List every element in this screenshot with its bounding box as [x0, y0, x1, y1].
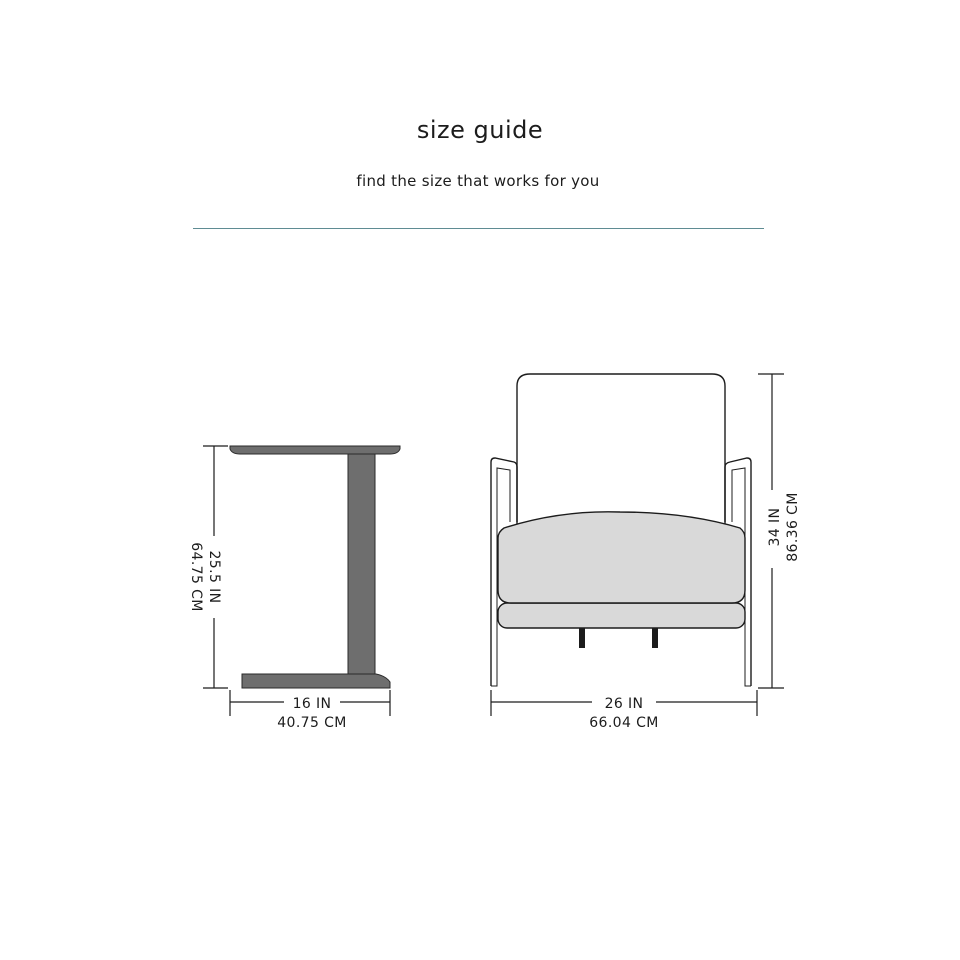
armchair-seat-cushion [498, 512, 745, 603]
armchair-leg-right [652, 627, 658, 648]
armchair-height-in-label: 34 IN [767, 507, 783, 547]
armchair-illustration [491, 374, 751, 686]
side-table-width-cm-label: 40.75 CM [277, 715, 347, 731]
side-table-illustration [230, 446, 400, 688]
side-table-top [230, 446, 400, 454]
armchair-base-cushion [498, 603, 745, 628]
page-title: size guide [416, 116, 544, 144]
side-table-column [348, 454, 375, 674]
side-table-base [242, 674, 390, 688]
armchair-height-cm-label: 86.36 CM [785, 492, 801, 562]
armchair-leg-left [579, 627, 585, 648]
side-table-height-cm-label: 64.75 CM [188, 542, 204, 612]
page-subtitle: find the size that works for you [356, 172, 600, 190]
armchair-backrest [517, 374, 725, 530]
armchair-width-cm-label: 66.04 CM [589, 715, 659, 731]
side-table-height-in-label: 25.5 IN [206, 550, 222, 604]
armchair-width-in-label: 26 IN [604, 696, 644, 712]
side-table-width-in-label: 16 IN [292, 696, 332, 712]
